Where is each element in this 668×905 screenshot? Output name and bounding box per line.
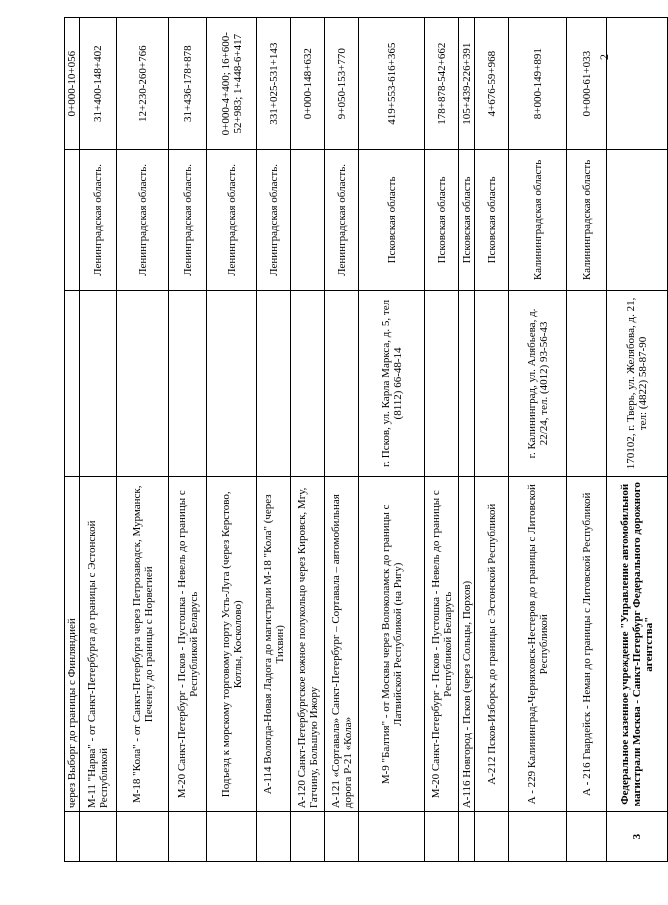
table-row	[325, 18, 359, 862]
roads-table	[64, 17, 668, 862]
table-row	[169, 18, 207, 862]
organization-cell: г. Калининград, ул. Алябьева, д. 22/24, тел. (4012) 93-56-43	[509, 290, 567, 477]
km-range-cell: 178+878-542+662	[425, 18, 459, 150]
row-number-cell	[475, 812, 509, 862]
km-range-cell: 31+400-148+402	[80, 18, 117, 150]
organization-cell	[257, 290, 291, 477]
road-name-cell: А - 229 Калининград-Черняховск-Нестеров до границы с Литовской Республикой	[509, 477, 567, 812]
region-cell: Ленинградская область.	[80, 150, 117, 290]
table-row	[459, 18, 475, 862]
row-number-cell	[425, 812, 459, 862]
table-row	[359, 18, 425, 862]
table-row	[65, 18, 80, 862]
road-name-cell: через Выборг до границы с Финляндией	[65, 477, 80, 812]
region-cell	[291, 150, 325, 290]
road-name-cell: Федеральное казенное учреждение "Управление автомобильной магистрали Москва - Санкт-Петербург Федерального дорожного агентства"	[607, 477, 668, 812]
table-row	[607, 18, 668, 862]
km-range-cell: 31+436-178+878	[169, 18, 207, 150]
organization-cell	[65, 290, 80, 477]
organization-cell	[169, 290, 207, 477]
row-number-cell	[291, 812, 325, 862]
organization-cell	[291, 290, 325, 477]
organization-cell	[117, 290, 169, 477]
row-number-cell	[459, 812, 475, 862]
organization-cell	[325, 290, 359, 477]
rotated-page	[64, 17, 655, 862]
region-cell	[65, 150, 80, 290]
region-cell: Ленинградская область.	[207, 150, 257, 290]
road-name-cell: А-121 «Сортавала» Санкт-Петербург – Сортавала – автомобильная дорога Р-21 «Кола»	[325, 477, 359, 812]
table-row	[207, 18, 257, 862]
km-range-cell: 12+230-260+766	[117, 18, 169, 150]
table-row	[475, 18, 509, 862]
km-range-cell: 0+000-10+056	[65, 18, 80, 150]
table-row	[80, 18, 117, 862]
row-number-cell	[65, 812, 80, 862]
road-name-cell: А-114 Вологда-Новая Ладога до магистрали М-18 "Кола" (через Тихвин)	[257, 477, 291, 812]
table-row	[425, 18, 459, 862]
row-number-cell	[169, 812, 207, 862]
region-cell	[607, 150, 668, 290]
km-range-cell: 331+025-531+143	[257, 18, 291, 150]
table-row	[117, 18, 169, 862]
page-number: 2	[597, 54, 611, 60]
km-range-cell: 9+050-153+770	[325, 18, 359, 150]
km-range-cell: 419+553-616+365	[359, 18, 425, 150]
organization-cell: 170102, г. Тверь, ул. Желябова, д. 21, тел: (4822) 58-87-90	[607, 290, 668, 477]
table-row	[291, 18, 325, 862]
table-row	[567, 18, 607, 862]
row-number-cell	[117, 812, 169, 862]
region-cell: Ленинградская область.	[325, 150, 359, 290]
row-number-cell	[80, 812, 117, 862]
region-cell: Калининградская область	[509, 150, 567, 290]
organization-cell	[425, 290, 459, 477]
km-range-cell: 0+000-4+400; 16+600-52+983; 1+448-6+417	[207, 18, 257, 150]
row-number-cell	[207, 812, 257, 862]
road-name-cell: А-120 Санкт-Петербургское южное полукольцо через Кировск, Мгу, Гатчину, Большую Ижору	[291, 477, 325, 812]
region-cell: Псковская область	[425, 150, 459, 290]
table-row	[257, 18, 291, 862]
row-number-cell	[359, 812, 425, 862]
road-name-cell: А-116 Новгород - Псков (через Сольцы, Порхов)	[459, 477, 475, 812]
region-cell: Калининградская область	[567, 150, 607, 290]
km-range-cell: 8+000-149+891	[509, 18, 567, 150]
organization-cell	[207, 290, 257, 477]
organization-cell	[475, 290, 509, 477]
organization-cell: г. Псков, ул. Карла Маркса, д. 5, тел (8112) 66-48-14	[359, 290, 425, 477]
km-range-cell	[607, 18, 668, 150]
road-name-cell: М-20 Санкт-Петербург - Псков - Пустошка - Невель до границы с Республикой Беларусь	[169, 477, 207, 812]
km-range-cell: 4+676-59+968	[475, 18, 509, 150]
road-name-cell: Подъезд к морскому торговому порту Усть-Луга (через Керстово, Котлы, Косколово)	[207, 477, 257, 812]
region-cell: Псковская область	[359, 150, 425, 290]
table-row	[509, 18, 567, 862]
km-range-cell: 0+000-148+632	[291, 18, 325, 150]
row-number-cell	[325, 812, 359, 862]
organization-cell	[459, 290, 475, 477]
region-cell: Ленинградская область.	[117, 150, 169, 290]
row-number-cell	[257, 812, 291, 862]
road-name-cell: А - 216 Гвардейск - Неман до границы с Литовской Республикой	[567, 477, 607, 812]
km-range-cell: 0+000-61+033	[567, 18, 607, 150]
road-name-cell: М-9 "Балтия" - от Москвы через Волоколамск до границы с Латвийской Республикой (на Ригу)	[359, 477, 425, 812]
km-range-cell: 105+439-226+391	[459, 18, 475, 150]
row-number-cell	[567, 812, 607, 862]
road-name-cell: М-11 "Нарва" - от Санкт-Петербурга до границы с Эстонской Республикой	[80, 477, 117, 812]
row-number-cell	[509, 812, 567, 862]
road-name-cell: М-20 Санкт-Петербург - Псков - Пустошка - Невель до границы с Республикой Беларусь	[425, 477, 459, 812]
organization-cell	[567, 290, 607, 477]
row-number-cell: 3	[607, 812, 668, 862]
region-cell: Псковская область	[475, 150, 509, 290]
region-cell: Ленинградская область.	[169, 150, 207, 290]
organization-cell	[80, 290, 117, 477]
road-name-cell: М-18 "Кола" - от Санкт-Петербурга через Петрозаводск, Мурманск, Печенгу до границы с Норвегией	[117, 477, 169, 812]
road-name-cell: А-212 Псков-Изборск до границы с Эстонской Республикой	[475, 477, 509, 812]
region-cell: Ленинградская область.	[257, 150, 291, 290]
region-cell: Псковская область	[459, 150, 475, 290]
